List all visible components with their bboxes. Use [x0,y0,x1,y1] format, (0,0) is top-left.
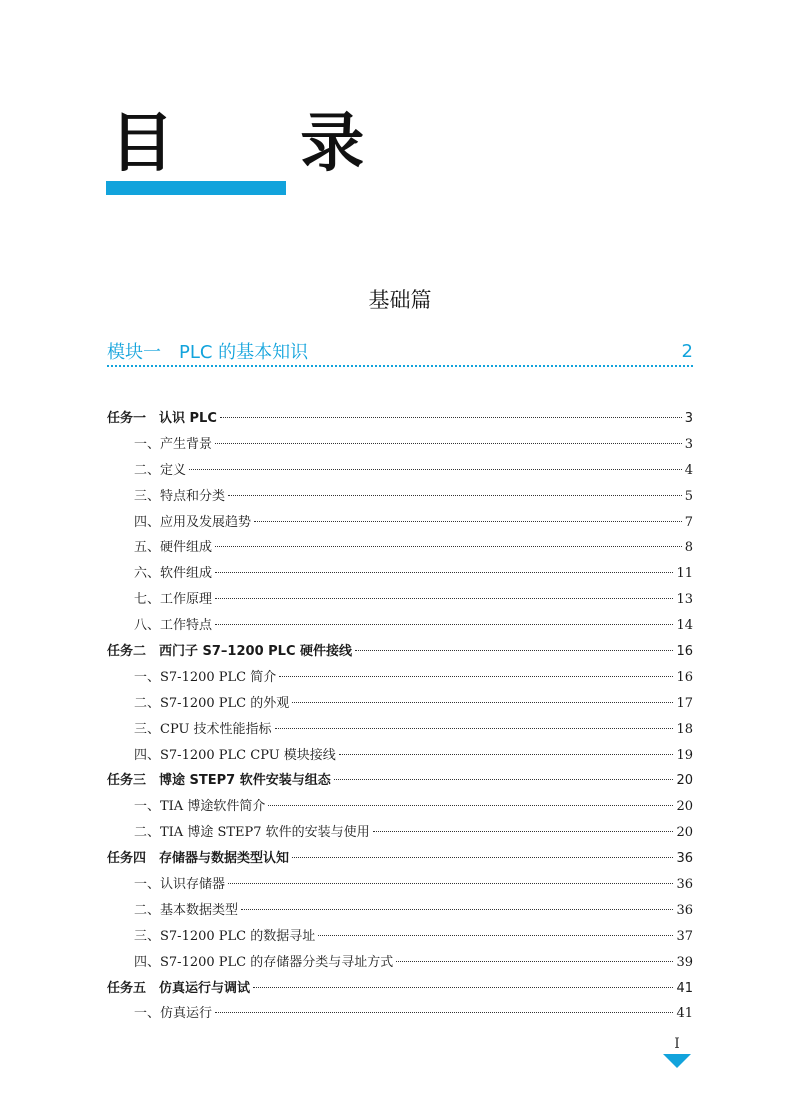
toc-dot-leader [254,521,682,522]
folio-number: I [674,1036,680,1052]
page-title: 目 录 [110,107,417,181]
toc-entry-label: 四、应用及发展趋势 [134,514,252,530]
toc-page-number: 4 [684,462,693,478]
part-title: 基础篇 [368,288,432,312]
toc-subentry[interactable] [107,432,693,458]
toc-entry-label: 四、S7-1200 PLC 的存储器分类与寻址方式 [134,954,394,970]
toc-dot-leader [228,883,673,884]
toc-entry-label: 二、TIA 博途 STEP7 软件的安装与使用 [134,825,370,841]
toc-entry-label: 七、工作原理 [134,592,213,608]
toc-dot-leader [275,728,674,729]
toc-page-number: 19 [676,747,693,763]
toc-dot-leader [339,754,674,755]
module-dotted-rule [107,365,693,367]
toc-entry-label: 四、S7-1200 PLC CPU 模块接线 [134,747,336,763]
toc-page-number: 39 [676,954,693,970]
toc-entry-label: 三、S7-1200 PLC 的数据寻址 [134,928,316,944]
toc-page-number: 36 [676,851,693,867]
toc-dot-leader [215,598,673,599]
toc-task-entry[interactable] [107,846,693,872]
toc-entry-label: 一、产生背景 [134,436,213,452]
toc-page-number: 16 [676,669,693,685]
toc-subentry[interactable] [107,535,693,561]
title-underline-bar [106,181,286,195]
page-folio [662,1036,692,1068]
toc-page-number: 20 [676,773,693,789]
toc-dot-leader [292,702,673,703]
toc-dot-leader [268,805,673,806]
toc-dot-leader [355,650,673,651]
toc-dot-leader [215,572,673,573]
toc-entry-label: 二、基本数据类型 [134,902,239,918]
toc-page-number: 18 [676,721,693,737]
toc-page-number: 17 [676,695,693,711]
toc-task-entry[interactable] [107,976,693,1002]
toc-page-number: 36 [676,877,693,893]
toc-dot-leader [318,935,673,936]
toc-subentry[interactable] [107,665,693,691]
toc-dot-leader [279,676,673,677]
toc-page-number: 16 [676,644,693,660]
toc-page-number: 41 [676,980,693,996]
toc-page-number: 7 [684,514,693,530]
toc-page-number: 3 [684,411,693,426]
toc-dot-leader [228,495,682,496]
toc-subentry[interactable] [107,613,693,639]
toc-entry-label: 一、S7-1200 PLC 简介 [134,669,277,685]
toc-subentry[interactable] [107,950,693,976]
toc-entry-label: 二、S7-1200 PLC 的外观 [134,695,290,711]
toc-entry-label: 三、CPU 技术性能指标 [134,721,272,737]
toc-entry-label: 三、特点和分类 [134,488,226,504]
toc-entry-label: 五、硬件组成 [134,540,213,556]
module-heading[interactable] [107,337,693,365]
toc-dot-leader [396,961,673,962]
toc-page-number: 20 [676,825,693,841]
toc-entry-label: 一、仿真运行 [134,1006,213,1022]
toc-subentry[interactable] [107,924,693,950]
toc-dot-leader [215,546,682,547]
toc-dot-leader [292,857,673,858]
toc-page-number: 8 [684,540,693,556]
toc-page-number: 14 [676,618,693,634]
toc-entry-label: 二、定义 [134,462,187,478]
toc-entry-label: 任务二 西门子 S7–1200 PLC 硬件接线 [107,644,353,660]
toc-subentry[interactable] [107,1001,693,1027]
toc-subentry[interactable] [107,794,693,820]
table-of-contents [107,406,693,1027]
toc-subentry[interactable] [107,743,693,769]
toc-subentry[interactable] [107,898,693,924]
toc-subentry[interactable] [107,587,693,613]
toc-page-number: 13 [676,592,693,608]
toc-subentry[interactable] [107,872,693,898]
toc-dot-leader [334,779,674,780]
toc-dot-leader [215,624,673,625]
toc-subentry[interactable] [107,691,693,717]
toc-dot-leader [220,417,682,418]
down-arrow-icon [663,1054,691,1068]
toc-entry-label: 一、TIA 博途软件简介 [134,799,266,815]
toc-page-number: 36 [676,902,693,918]
toc-page-number: 11 [676,566,693,582]
toc-task-entry[interactable] [107,768,693,794]
toc-entry-label: 任务三 博途 STEP7 软件安装与组态 [107,773,331,789]
toc-subentry[interactable] [107,820,693,846]
toc-page-number: 37 [676,928,693,944]
toc-entry-label: 一、认识存储器 [134,877,226,893]
toc-entry-label: 任务五 仿真运行与调试 [107,980,251,996]
toc-task-entry[interactable] [107,639,693,665]
toc-page-number: 5 [684,488,693,504]
toc-subentry[interactable] [107,717,693,743]
toc-entry-label: 六、软件组成 [134,566,213,582]
toc-task-entry[interactable] [107,406,693,432]
toc-dot-leader [241,909,673,910]
toc-subentry[interactable] [107,561,693,587]
toc-dot-leader [253,987,673,988]
toc-dot-leader [215,1012,673,1013]
toc-subentry[interactable] [107,458,693,484]
module-page-number: 2 [681,340,693,362]
toc-subentry[interactable] [107,510,693,536]
toc-entry-label: 任务一 认识 PLC [107,411,217,426]
module-label: 模块一 PLC 的基本知识 [107,342,309,363]
toc-entry-label: 任务四 存储器与数据类型认知 [107,851,290,867]
toc-page-number: 20 [676,799,693,815]
toc-subentry[interactable] [107,484,693,510]
toc-page-number: 41 [676,1006,693,1022]
toc-entry-label: 八、工作特点 [134,618,213,634]
toc-dot-leader [189,469,682,470]
toc-dot-leader [373,831,674,832]
toc-page-number: 3 [684,436,693,452]
toc-dot-leader [215,443,682,444]
